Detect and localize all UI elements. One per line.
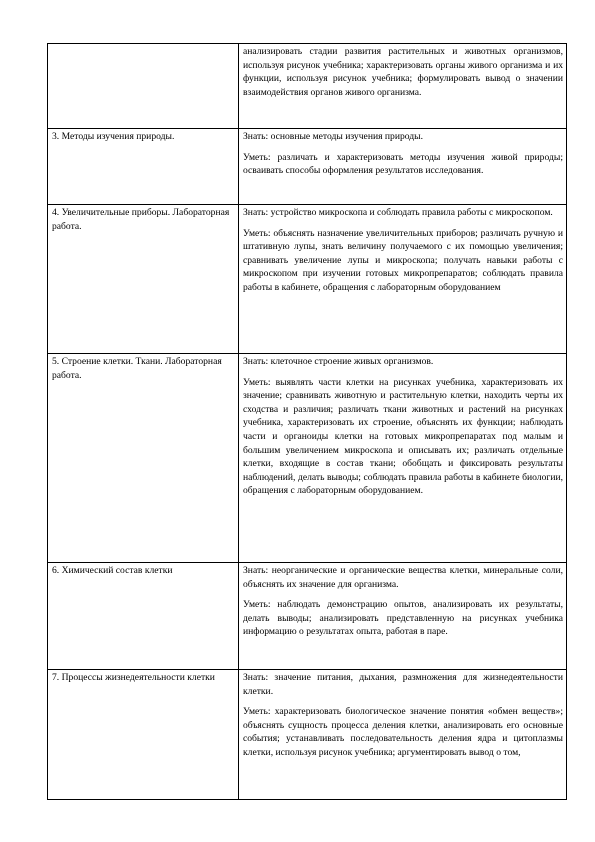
- topic-title: 5. Строение клетки. Ткани. Лабораторная работа.: [52, 356, 222, 381]
- table-row: [48, 129, 567, 205]
- requirement-paragraph: Уметь: наблюдать демонстрацию опытов, анализировать их результаты, делать выводы; анализировать представленную на рисунках учебника информацию о результатах опыта, работая в паре.: [243, 599, 563, 638]
- requirement-paragraph: Уметь: объяснять назначение увеличительных приборов; различать ручную и штативную лупы, знать величину получаемого с их помощью увеличения; сравнивать увеличение лупы и микроскопа; получать навыки работы с микроскопом при изучении готовых микропрепаратов; соблюдать правила работы в кабинете, обращения с лабораторным оборудованием: [243, 227, 563, 293]
- know-paragraph: Знать: неорганические и органические вещества клетки, минеральные соли, объяснять их значение для организма.: [243, 565, 563, 590]
- requirement-paragraph: Уметь: различать и характеризовать методы изучения живой природы; осваивать способы оформления результатов исследования.: [243, 151, 563, 177]
- curriculum-table: [47, 43, 567, 800]
- know-paragraph: Знать: значение питания, дыхания, размножения для жизнедеятельности клетки.: [243, 672, 563, 697]
- know-paragraph: Знать: устройство микроскопа и соблюдать правила работы с микроскопом.: [243, 207, 553, 218]
- table-row: [48, 44, 567, 129]
- requirements-cell: [239, 563, 567, 670]
- topic-cell: [48, 354, 239, 563]
- topic-title: 3. Методы изучения природы.: [52, 131, 175, 142]
- table-row: [48, 670, 567, 800]
- table-row: [48, 354, 567, 563]
- topic-cell: [48, 205, 239, 354]
- requirements-cell: [239, 129, 567, 205]
- requirements-cell: [239, 670, 567, 800]
- table-row: [48, 563, 567, 670]
- topic-title: 7. Процессы жизнедеятельности клетки: [52, 672, 215, 683]
- topic-cell: [48, 129, 239, 205]
- topic-title: 6. Химический состав клетки: [52, 565, 173, 576]
- requirement-paragraph: Уметь: характеризовать биологическое значение понятия «обмен веществ»; объяснять сущность процесса деления клетки, анализировать его основные события; устанавливать последовательность деления ядра и цитоплазмы клетки, используя рисунок учебника; аргументировать вывод о том,: [243, 706, 563, 758]
- know-paragraph: Знать: основные методы изучения природы.: [243, 131, 424, 142]
- table-row: [48, 205, 567, 354]
- curriculum-table-body: [48, 44, 567, 800]
- topic-title: 4. Увеличительные приборы. Лабораторная работа.: [52, 207, 230, 232]
- requirement-paragraph: анализировать стадии развития растительных и животных организмов, используя рисунок учебника; характеризовать органы живого организма и их функции, используя рисунок учебника; формулировать вывод о значении взаимодействия органов живого организма.: [243, 46, 563, 98]
- topic-cell: [48, 44, 239, 129]
- requirement-paragraph: Уметь: выявлять части клетки на рисунках учебника, характеризовать их значение; сравнивать животную и растительную клетки, находить черты их сходства и различия; различать ткани животных и растений на рисунках учебника, характеризовать их строение, объяснять их функции; наблюдать части и органоиды клетки на готовых микропрепаратах под малым и большим увеличением микроскопа и описывать их; различать отдельные клетки, входящие в состав ткани; обобщать и фиксировать результаты наблюдений, делать выводы; соблюдать правила работы в кабинете биологии, обращения с лабораторным оборудованием.: [243, 376, 563, 497]
- requirements-cell: [239, 354, 567, 563]
- requirements-cell: [239, 205, 567, 354]
- know-paragraph: Знать: клеточное строение живых организмов.: [243, 356, 434, 367]
- topic-cell: [48, 670, 239, 800]
- requirements-cell: [239, 44, 567, 129]
- topic-cell: [48, 563, 239, 670]
